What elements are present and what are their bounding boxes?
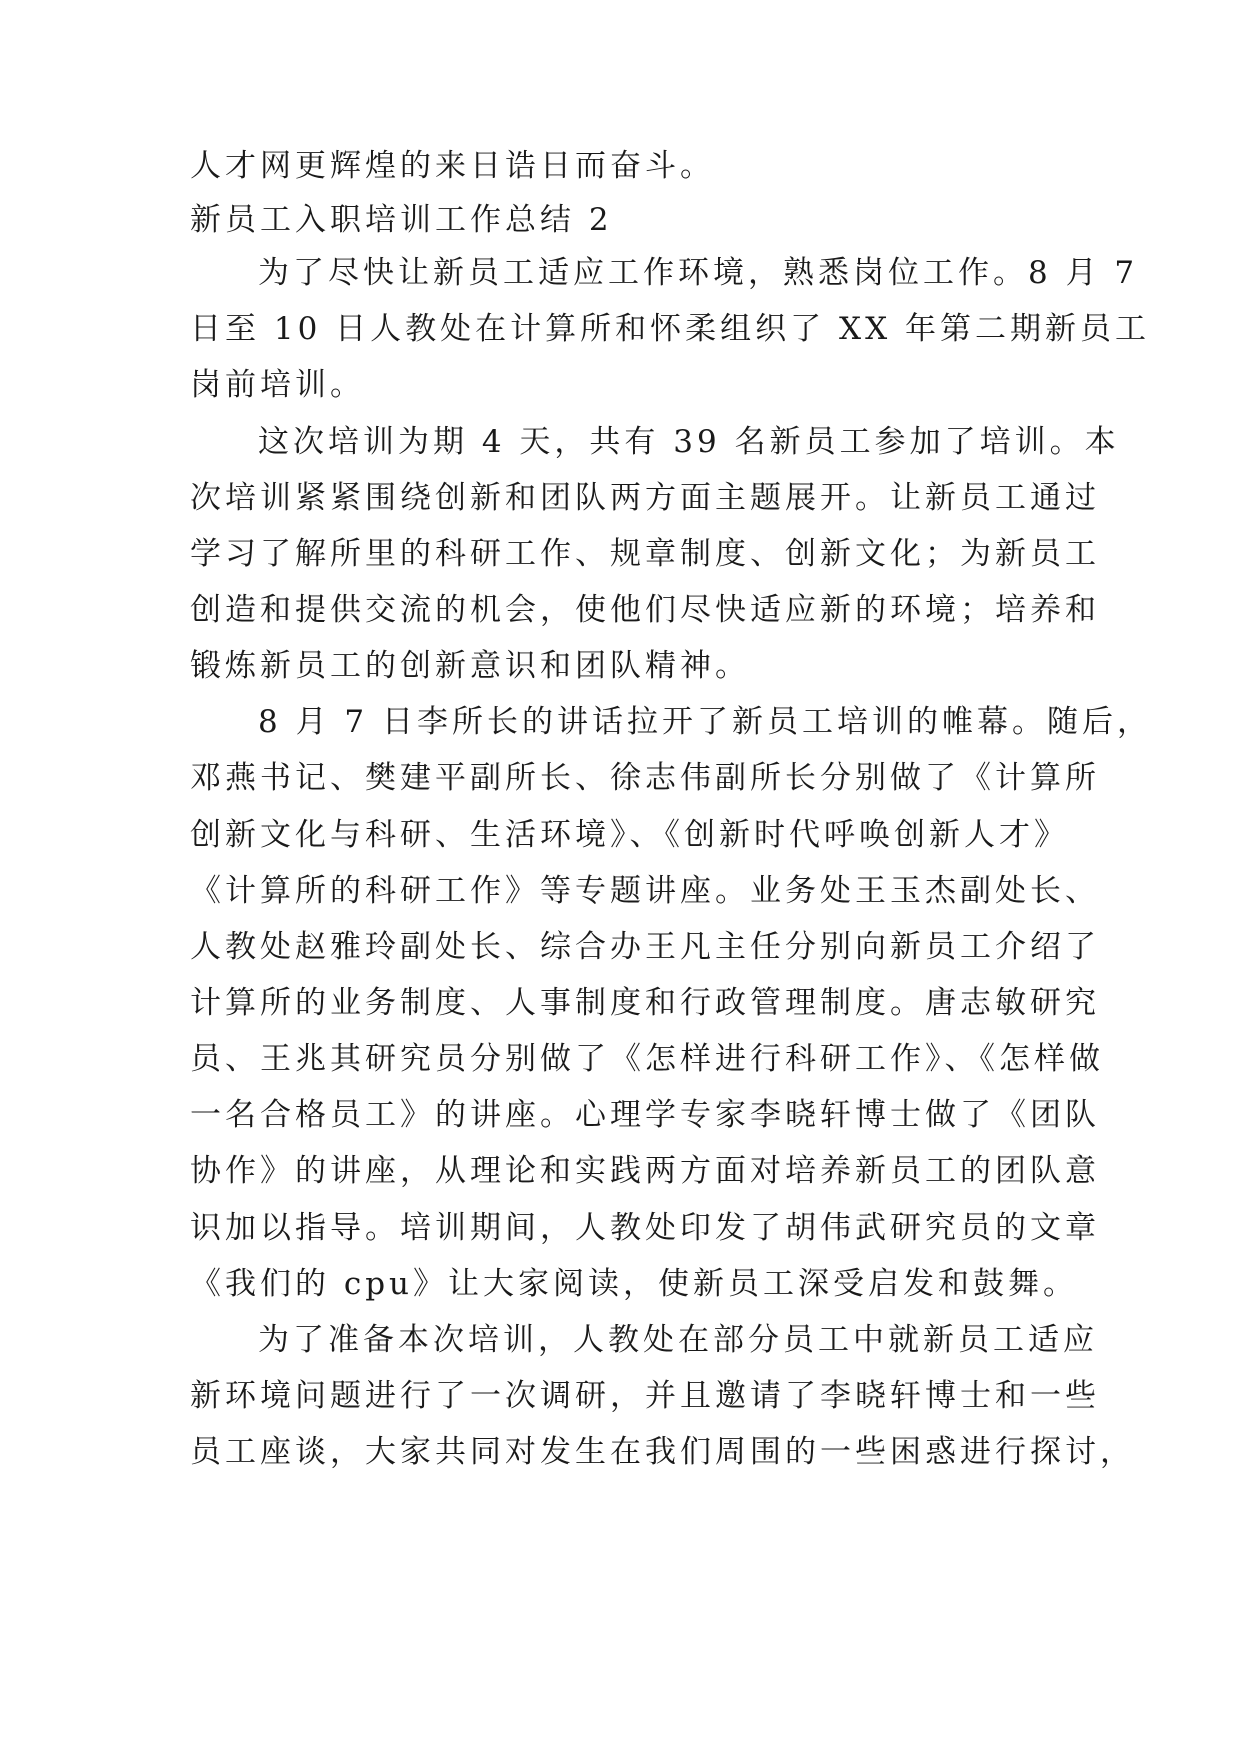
text-line: 为了尽快让新员工适应工作环境，熟悉岗位工作。8 月 7	[258, 255, 1139, 291]
text-line: 学习了解所里的科研工作、规章制度、创新文化；为新员工	[190, 536, 1100, 572]
text-line: 人才网更辉煌的来日诰日而奋斗。	[190, 148, 715, 184]
text-line: 创新文化与科研、生活环境》、《创新时代呼唤创新人才》	[190, 817, 1069, 853]
text-line: 岗前培训。	[190, 367, 365, 403]
text-line: 8 月 7 日李所长的讲话拉开了新员工培训的帷幕。随后，	[258, 704, 1153, 740]
text-line: 这次培训为期 4 天，共有 39 名新员工参加了培训。本	[258, 424, 1120, 460]
text-line: 人教处赵雅玲副处长、综合办王凡主任分别向新员工介绍了	[190, 929, 1100, 965]
text-line: 为了准备本次培训，人教处在部分员工中就新员工适应	[258, 1322, 1098, 1358]
text-line: 新环境问题进行了一次调研，并且邀请了李晓轩博士和一些	[190, 1378, 1100, 1414]
section-heading: 新员工入职培训工作总结 2	[190, 202, 613, 238]
text-line: 日至 10 日人教处在计算所和怀柔组织了 XX 年第二期新员工	[190, 311, 1150, 347]
text-line: 创造和提供交流的机会，使他们尽快适应新的环境；培养和	[190, 592, 1100, 628]
text-line: 锻炼新员工的创新意识和团队精神。	[190, 648, 750, 684]
text-line: 次培训紧紧围绕创新和团队两方面主题展开。让新员工通过	[190, 480, 1100, 516]
text-line: 员工座谈，大家共同对发生在我们周围的一些困惑进行探讨，	[190, 1434, 1135, 1470]
text-line: 一名合格员工》的讲座。心理学专家李晓轩博士做了《团队	[190, 1097, 1100, 1133]
text-line: 计算所的业务制度、人事制度和行政管理制度。唐志敏研究	[190, 985, 1100, 1021]
text-line: 识加以指导。培训期间，人教处印发了胡伟武研究员的文章	[190, 1210, 1100, 1246]
text-line: 邓燕书记、樊建平副所长、徐志伟副所长分别做了《计算所	[190, 760, 1100, 796]
text-line: 协作》的讲座，从理论和实践两方面对培养新员工的团队意	[190, 1153, 1100, 1189]
text-line: 《计算所的科研工作》等专题讲座。业务处王玉杰副处长、	[190, 873, 1100, 909]
text-line: 员、王兆其研究员分别做了《怎样进行科研工作》、《怎样做	[190, 1041, 1104, 1077]
text-line: 《我们的 cpu》让大家阅读，使新员工深受启发和鼓舞。	[190, 1266, 1079, 1302]
